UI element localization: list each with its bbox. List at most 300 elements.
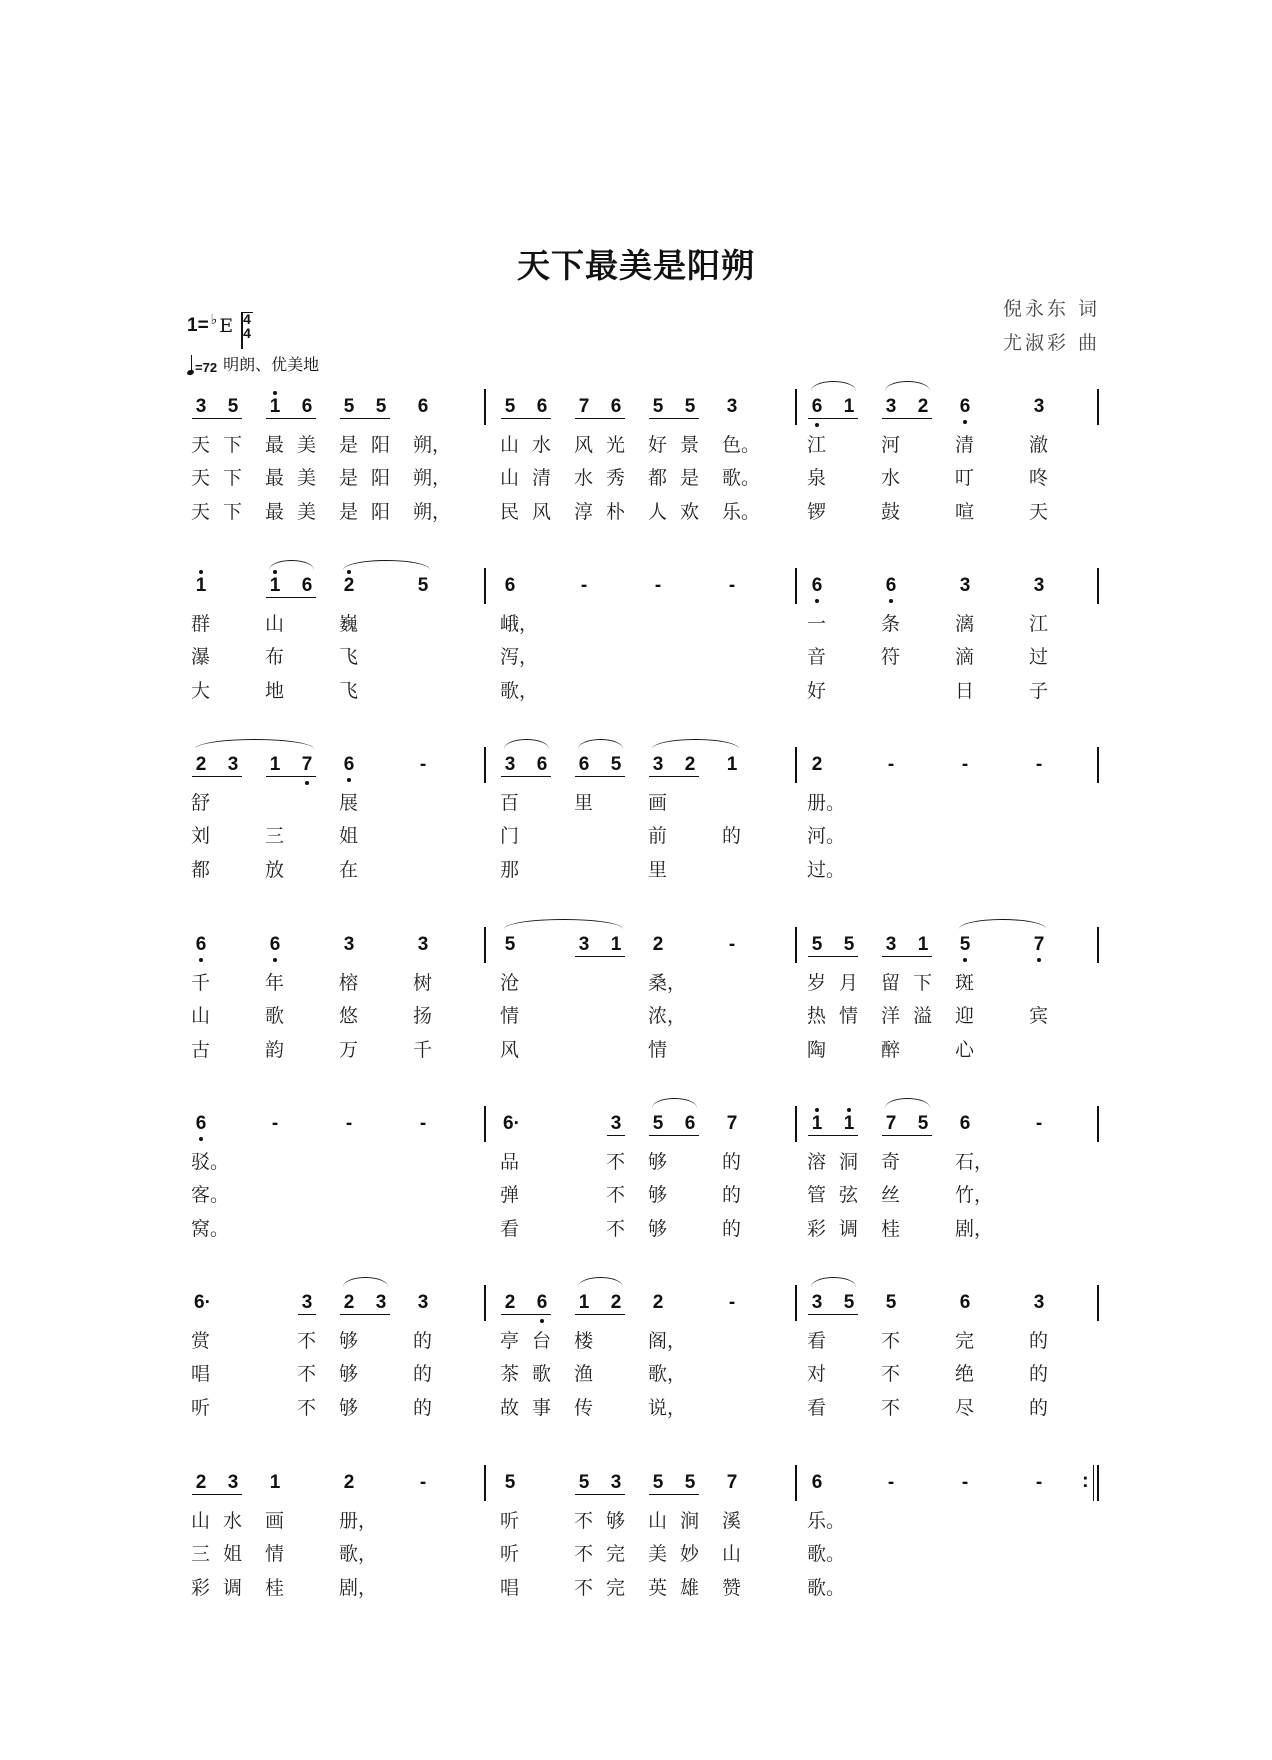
lyric-verse-2: 够 <box>648 1184 668 1206</box>
high-octave-dot <box>347 570 351 574</box>
lyric-verse-3: 民 <box>500 501 520 523</box>
lyric-verse-3: 完 <box>606 1577 626 1599</box>
lyric-verse-1: 下 <box>223 434 243 456</box>
lyric-verse-2: 听 <box>500 1543 520 1565</box>
note: 3 <box>885 934 897 955</box>
lyric-verse-1: 百 <box>500 792 520 814</box>
lyric-verse-3: 人 <box>648 501 668 523</box>
lyric-verse-3: 古 <box>191 1039 211 1061</box>
note: 1 <box>811 1113 823 1134</box>
underline-beam <box>681 776 699 777</box>
lyric-verse-2: 清 <box>532 467 552 489</box>
lyric-verse-2: 门 <box>500 825 520 847</box>
lyric-verse-3: 风 <box>500 1039 520 1061</box>
lyric-verse-2: 歌 <box>532 1363 552 1385</box>
note: 3 <box>417 934 429 955</box>
lyric-verse-2: 宾 <box>1029 1005 1049 1027</box>
lyric-verse-2: 山 <box>500 467 520 489</box>
lyric-verse-2: 是 <box>339 467 359 489</box>
lyric-verse-2: 姐 <box>223 1543 243 1565</box>
note: 3 <box>1033 575 1045 596</box>
lyric-verse-3: 放 <box>265 859 285 881</box>
lyric-verse-2: 泉 <box>807 467 827 489</box>
lyric-verse-2: 管 <box>807 1184 827 1206</box>
note: 3 <box>343 934 355 955</box>
note: 5 <box>843 934 855 955</box>
note: 3 <box>959 575 971 596</box>
sustain-dash: - <box>887 754 895 775</box>
lyric-verse-2: 对 <box>807 1363 827 1385</box>
underline-beam <box>681 418 699 419</box>
final-barline <box>1093 1465 1094 1501</box>
lyric-verse-1: 不 <box>297 1330 317 1352</box>
note: 3 <box>1033 1292 1045 1313</box>
lyric-verse-3: 最 <box>265 501 285 523</box>
lyric-verse-3: 里 <box>648 859 668 881</box>
note: 1 <box>917 934 929 955</box>
slur <box>504 919 623 929</box>
lyric-verse-2: 不 <box>881 1363 901 1385</box>
sustain-dash: - <box>961 754 969 775</box>
lyric-verse-3: 地 <box>265 680 285 702</box>
lyric-verse-3: 是 <box>339 501 359 523</box>
lyric-verse-1: 的 <box>722 1151 742 1173</box>
note: 6 <box>343 754 355 775</box>
sustain-dash: - <box>580 575 588 596</box>
barline <box>1097 1106 1099 1142</box>
lyric-verse-3: 日 <box>955 680 975 702</box>
underline-beam <box>298 597 316 598</box>
lyric-verse-2: 够 <box>339 1363 359 1385</box>
barline <box>1097 389 1099 425</box>
lyric-verse-1: 年 <box>265 972 285 994</box>
note: 5 <box>917 1113 929 1134</box>
lyric-verse-1: 千 <box>191 972 211 994</box>
quarter-note-icon <box>187 355 193 375</box>
slur <box>195 739 314 749</box>
lyric-verse-1: 驳。 <box>191 1151 230 1173</box>
slur <box>885 1098 930 1108</box>
barline <box>795 389 797 425</box>
lyric-verse-2: 歌， <box>339 1543 378 1565</box>
high-octave-dot <box>199 570 203 574</box>
underline-beam <box>533 418 551 419</box>
lyric-verse-2: 情 <box>265 1543 285 1565</box>
lyric-verse-3: 传 <box>574 1397 594 1419</box>
note: 3 <box>726 396 738 417</box>
note: 5 <box>375 396 387 417</box>
lyric-verse-2: 客。 <box>191 1184 230 1206</box>
lyric-verse-2: 滴 <box>955 646 975 668</box>
note: 2 <box>343 1292 355 1313</box>
lyric-verse-1: 条 <box>881 613 901 635</box>
lyric-verse-1: 够 <box>648 1151 668 1173</box>
note: 1 <box>269 575 281 596</box>
tempo-marking <box>187 352 319 375</box>
lyric-verse-2: 丝 <box>881 1184 901 1206</box>
lyric-verse-3: 朴 <box>606 501 626 523</box>
composer-credit: 尤淑彩 曲 <box>1002 332 1100 354</box>
lyric-verse-3: 调 <box>223 1577 243 1599</box>
sustain-dash: - <box>1035 1472 1043 1493</box>
lyric-verse-3: 不 <box>574 1577 594 1599</box>
note: 6 <box>536 396 548 417</box>
note: 1 <box>269 1472 281 1493</box>
lyric-verse-3: 那 <box>500 859 520 881</box>
sustain-dash: - <box>271 1113 279 1134</box>
lyric-verse-3: 剧， <box>339 1577 378 1599</box>
note: 3 <box>301 1292 313 1313</box>
lyric-verse-2: 美 <box>648 1543 668 1565</box>
lyric-verse-2: 河。 <box>807 825 846 847</box>
lyric-verse-1: 听 <box>500 1510 520 1532</box>
lyric-verse-1: 树 <box>413 972 433 994</box>
note: 1 <box>843 396 855 417</box>
lyric-verse-1: 不 <box>881 1330 901 1352</box>
underline-beam <box>914 956 932 957</box>
high-octave-dot <box>815 1108 819 1112</box>
low-octave-dot <box>1037 958 1041 962</box>
note: 2 <box>343 575 355 596</box>
note: 7 <box>726 1472 738 1493</box>
lyric-verse-1: 漓 <box>955 613 975 635</box>
lyric-verse-1: 的 <box>1029 1330 1049 1352</box>
lyric-verse-2: 歌 <box>265 1005 285 1027</box>
lyric-verse-2: 弦 <box>839 1184 859 1206</box>
note: 5 <box>417 575 429 596</box>
lyric-verse-1: 好 <box>648 434 668 456</box>
lyricist-credit: 倪永东 词 <box>1002 298 1100 320</box>
lyric-verse-2: 飞 <box>339 646 359 668</box>
barline <box>795 1465 797 1501</box>
underline-beam <box>533 1314 551 1315</box>
lyric-verse-2: 下 <box>223 467 243 489</box>
slur <box>269 560 314 570</box>
lyric-verse-2: 瀑 <box>191 646 211 668</box>
lyric-verse-1: 涧 <box>680 1510 700 1532</box>
slur <box>652 1098 697 1108</box>
lyric-verse-1: 楼 <box>574 1330 594 1352</box>
lyric-verse-2: 渔 <box>574 1363 594 1385</box>
underline-beam <box>607 1494 625 1495</box>
lyric-verse-2: 扬 <box>413 1005 433 1027</box>
time-bottom: 4 <box>243 325 251 341</box>
lyric-verse-3: 故 <box>500 1397 520 1419</box>
lyric-verse-1: 清 <box>955 434 975 456</box>
lyric-verse-3: 够 <box>648 1218 668 1240</box>
lyric-verse-1: 留 <box>881 972 901 994</box>
lyric-verse-1: 赏 <box>191 1330 211 1352</box>
barline <box>1097 1285 1099 1321</box>
note: 6 <box>301 575 313 596</box>
lyric-verse-2: 竹， <box>955 1184 994 1206</box>
key-tonic: 1= <box>187 315 209 336</box>
lyric-verse-1: 溶 <box>807 1151 827 1173</box>
lyric-verse-3: 够 <box>339 1397 359 1419</box>
lyric-verse-3: 歌， <box>500 680 539 702</box>
lyric-verse-1: 美 <box>297 434 317 456</box>
high-octave-dot <box>273 391 277 395</box>
lyric-verse-3: 万 <box>339 1039 359 1061</box>
lyric-verse-2: 音 <box>807 646 827 668</box>
lyric-verse-1: 桑， <box>648 972 687 994</box>
lyric-verse-3: 桂 <box>265 1577 285 1599</box>
low-octave-dot <box>199 1137 203 1141</box>
note: 6 <box>811 1472 823 1493</box>
note: 3 <box>195 396 207 417</box>
note: 6 <box>504 575 516 596</box>
underline-beam <box>840 418 858 419</box>
note: 6 <box>301 396 313 417</box>
barline <box>1097 927 1099 963</box>
note: 7 <box>578 396 590 417</box>
sustain-dash: - <box>419 754 427 775</box>
underline-beam <box>224 418 242 419</box>
sustain-dash: - <box>728 575 736 596</box>
lyric-verse-1: 水 <box>223 1510 243 1532</box>
key-note: E <box>219 315 234 337</box>
note: 6 <box>578 754 590 775</box>
note: 6 <box>959 1113 971 1134</box>
lyric-verse-2: 的 <box>722 825 742 847</box>
lyric-verse-2: 布 <box>265 646 285 668</box>
low-octave-dot <box>540 1319 544 1323</box>
lyric-verse-3: 好 <box>807 680 827 702</box>
tempo-bpm: =72 <box>195 360 218 375</box>
lyric-verse-1: 溪 <box>722 1510 742 1532</box>
lyric-verse-3: 看 <box>500 1218 520 1240</box>
lyric-verse-2: 浓， <box>648 1005 687 1027</box>
lyric-verse-2: 茶 <box>500 1363 520 1385</box>
note: 5 <box>843 1292 855 1313</box>
lyric-verse-2: 朔， <box>413 467 452 489</box>
note: 7 <box>885 1113 897 1134</box>
note: 5 <box>504 934 516 955</box>
slur <box>578 1277 623 1287</box>
sustain-dash: - <box>887 1472 895 1493</box>
lyric-verse-2: 歌。 <box>722 467 761 489</box>
lyric-verse-3: 彩 <box>807 1218 827 1240</box>
slur <box>343 560 430 570</box>
lyric-verse-3: 情 <box>648 1039 668 1061</box>
note: 2 <box>504 1292 516 1313</box>
lyric-verse-1: 水 <box>532 434 552 456</box>
lyric-verse-2: 秀 <box>606 467 626 489</box>
lyric-verse-1: 光 <box>606 434 626 456</box>
lyric-verse-3: 英 <box>648 1577 668 1599</box>
note: 3 <box>417 1292 429 1313</box>
barline <box>795 1106 797 1142</box>
lyric-verse-2: 美 <box>297 467 317 489</box>
note: 2 <box>195 1472 207 1493</box>
barline <box>484 568 486 604</box>
lyric-verse-2: 水 <box>881 467 901 489</box>
lyric-verse-1: 朔， <box>413 434 452 456</box>
lyric-verse-3: 锣 <box>807 501 827 523</box>
lyric-verse-1: 群 <box>191 613 211 635</box>
low-octave-dot <box>815 599 819 603</box>
lyric-verse-1: 是 <box>339 434 359 456</box>
lyric-verse-1: 峨， <box>500 613 539 635</box>
lyric-verse-3: 窝。 <box>191 1218 230 1240</box>
lyric-verse-1: 够 <box>606 1510 626 1532</box>
lyric-verse-1: 册， <box>339 1510 378 1532</box>
lyric-verse-3: 千 <box>413 1039 433 1061</box>
note: 5 <box>652 396 664 417</box>
slur <box>811 381 856 391</box>
lyric-verse-2: 情 <box>839 1005 859 1027</box>
low-octave-dot <box>815 423 819 427</box>
barline <box>795 1285 797 1321</box>
note: 3 <box>1033 396 1045 417</box>
underline-beam <box>607 1135 625 1136</box>
lyric-verse-1: 洞 <box>839 1151 859 1173</box>
lyric-verse-1: 天 <box>191 434 211 456</box>
lyric-verse-2: 是 <box>680 467 700 489</box>
sustain-dash: - <box>1035 754 1043 775</box>
lyric-verse-1: 河 <box>881 434 901 456</box>
lyric-verse-2: 都 <box>648 467 668 489</box>
lyric-verse-1: 看 <box>807 1330 827 1352</box>
lyric-verse-2: 溢 <box>913 1005 933 1027</box>
sustain-dash: - <box>654 575 662 596</box>
note: 3 <box>578 934 590 955</box>
slur <box>652 739 739 749</box>
note: 1 <box>610 934 622 955</box>
underline-beam <box>840 1135 858 1136</box>
lyric-verse-2: 水 <box>574 467 594 489</box>
barline <box>795 927 797 963</box>
lyric-verse-3: 的 <box>1029 1397 1049 1419</box>
lyric-verse-1: 山 <box>500 434 520 456</box>
lyric-verse-2: 三 <box>191 1543 211 1565</box>
lyric-verse-1: 山 <box>648 1510 668 1532</box>
underline-beam <box>372 418 390 419</box>
slur <box>504 739 549 749</box>
lyric-verse-2: 悠 <box>339 1005 359 1027</box>
lyric-verse-1: 乐。 <box>807 1510 846 1532</box>
lyric-verse-1: 山 <box>191 1510 211 1532</box>
lyric-verse-1: 石， <box>955 1151 994 1173</box>
lyric-verse-2: 不 <box>606 1184 626 1206</box>
lyric-verse-3: 下 <box>223 501 243 523</box>
sustain-dash: - <box>345 1113 353 1134</box>
barline <box>484 389 486 425</box>
note: 5 <box>343 396 355 417</box>
lyric-verse-2: 最 <box>265 467 285 489</box>
lyric-verse-3: 美 <box>297 501 317 523</box>
lyric-verse-2: 妙 <box>680 1543 700 1565</box>
lyric-verse-3: 彩 <box>191 1577 211 1599</box>
lyric-verse-3: 阳 <box>371 501 391 523</box>
lyric-verse-3: 尽 <box>955 1397 975 1419</box>
lyric-verse-2: 歌， <box>648 1363 687 1385</box>
lyric-verse-3: 不 <box>606 1218 626 1240</box>
barline <box>484 747 486 783</box>
note: 1 <box>269 754 281 775</box>
lyric-verse-3: 唱 <box>500 1577 520 1599</box>
sustain-dash: - <box>1035 1113 1043 1134</box>
lyric-verse-2: 三 <box>265 825 285 847</box>
low-octave-dot <box>199 958 203 962</box>
barline <box>1097 568 1099 604</box>
note: 6 <box>536 1292 548 1313</box>
lyric-verse-1: 不 <box>606 1151 626 1173</box>
lyric-verse-2: 歌。 <box>807 1543 846 1565</box>
note: 3 <box>610 1113 622 1134</box>
lyric-verse-2: 阳 <box>371 467 391 489</box>
lyric-verse-2: 咚 <box>1029 467 1049 489</box>
lyric-verse-2: 叮 <box>955 467 975 489</box>
lyric-verse-2: 的 <box>722 1184 742 1206</box>
note: 1 <box>726 754 738 775</box>
underline-beam <box>224 776 242 777</box>
lyric-verse-1: 亭 <box>500 1330 520 1352</box>
underline-beam <box>298 776 316 777</box>
lyric-verse-1: 沧 <box>500 972 520 994</box>
underline-beam <box>681 1494 699 1495</box>
lyric-verse-2: 山 <box>191 1005 211 1027</box>
note: 3 <box>811 1292 823 1313</box>
note: 6· <box>503 1113 520 1134</box>
note: 1 <box>195 575 207 596</box>
lyric-verse-2: 的 <box>413 1363 433 1385</box>
note: 2 <box>811 754 823 775</box>
lyric-verse-1: 巍 <box>339 613 359 635</box>
lyric-verse-1: 风 <box>574 434 594 456</box>
key-signature <box>187 312 251 340</box>
lyric-verse-1: 册。 <box>807 792 846 814</box>
note: 6 <box>417 396 429 417</box>
lyric-verse-3: 事 <box>532 1397 552 1419</box>
note: 2 <box>684 754 696 775</box>
note: 6 <box>610 396 622 417</box>
note: 5 <box>811 934 823 955</box>
note: 7 <box>1033 934 1045 955</box>
note: 6· <box>194 1292 211 1313</box>
lyric-verse-1: 品 <box>500 1151 520 1173</box>
barline <box>484 1465 486 1501</box>
lyric-verse-2: 唱 <box>191 1363 211 1385</box>
lyric-verse-3: 大 <box>191 680 211 702</box>
lyric-verse-3: 鼓 <box>881 501 901 523</box>
note: 7 <box>726 1113 738 1134</box>
lyric-verse-1: 舒 <box>191 792 211 814</box>
barline <box>795 568 797 604</box>
lyric-verse-3: 过。 <box>807 859 846 881</box>
lyric-verse-1: 江 <box>807 434 827 456</box>
note: 6 <box>811 575 823 596</box>
note: 5 <box>578 1472 590 1493</box>
note: 6 <box>195 934 207 955</box>
lyric-verse-2: 绝 <box>955 1363 975 1385</box>
lyric-verse-3: 在 <box>339 859 359 881</box>
underline-beam <box>607 418 625 419</box>
note: 5 <box>684 1472 696 1493</box>
lyric-verse-1: 色。 <box>722 434 761 456</box>
note: 5 <box>684 396 696 417</box>
lyric-verse-3: 子 <box>1029 680 1049 702</box>
sustain-dash: - <box>728 1292 736 1313</box>
note: 3 <box>504 754 516 775</box>
lyric-verse-3: 的 <box>413 1397 433 1419</box>
lyric-verse-1: 奇 <box>881 1151 901 1173</box>
note: 6 <box>959 1292 971 1313</box>
lyric-verse-1: 里 <box>574 792 594 814</box>
lyric-verse-1: 阁， <box>648 1330 687 1352</box>
note: 1 <box>843 1113 855 1134</box>
note: 6 <box>959 396 971 417</box>
